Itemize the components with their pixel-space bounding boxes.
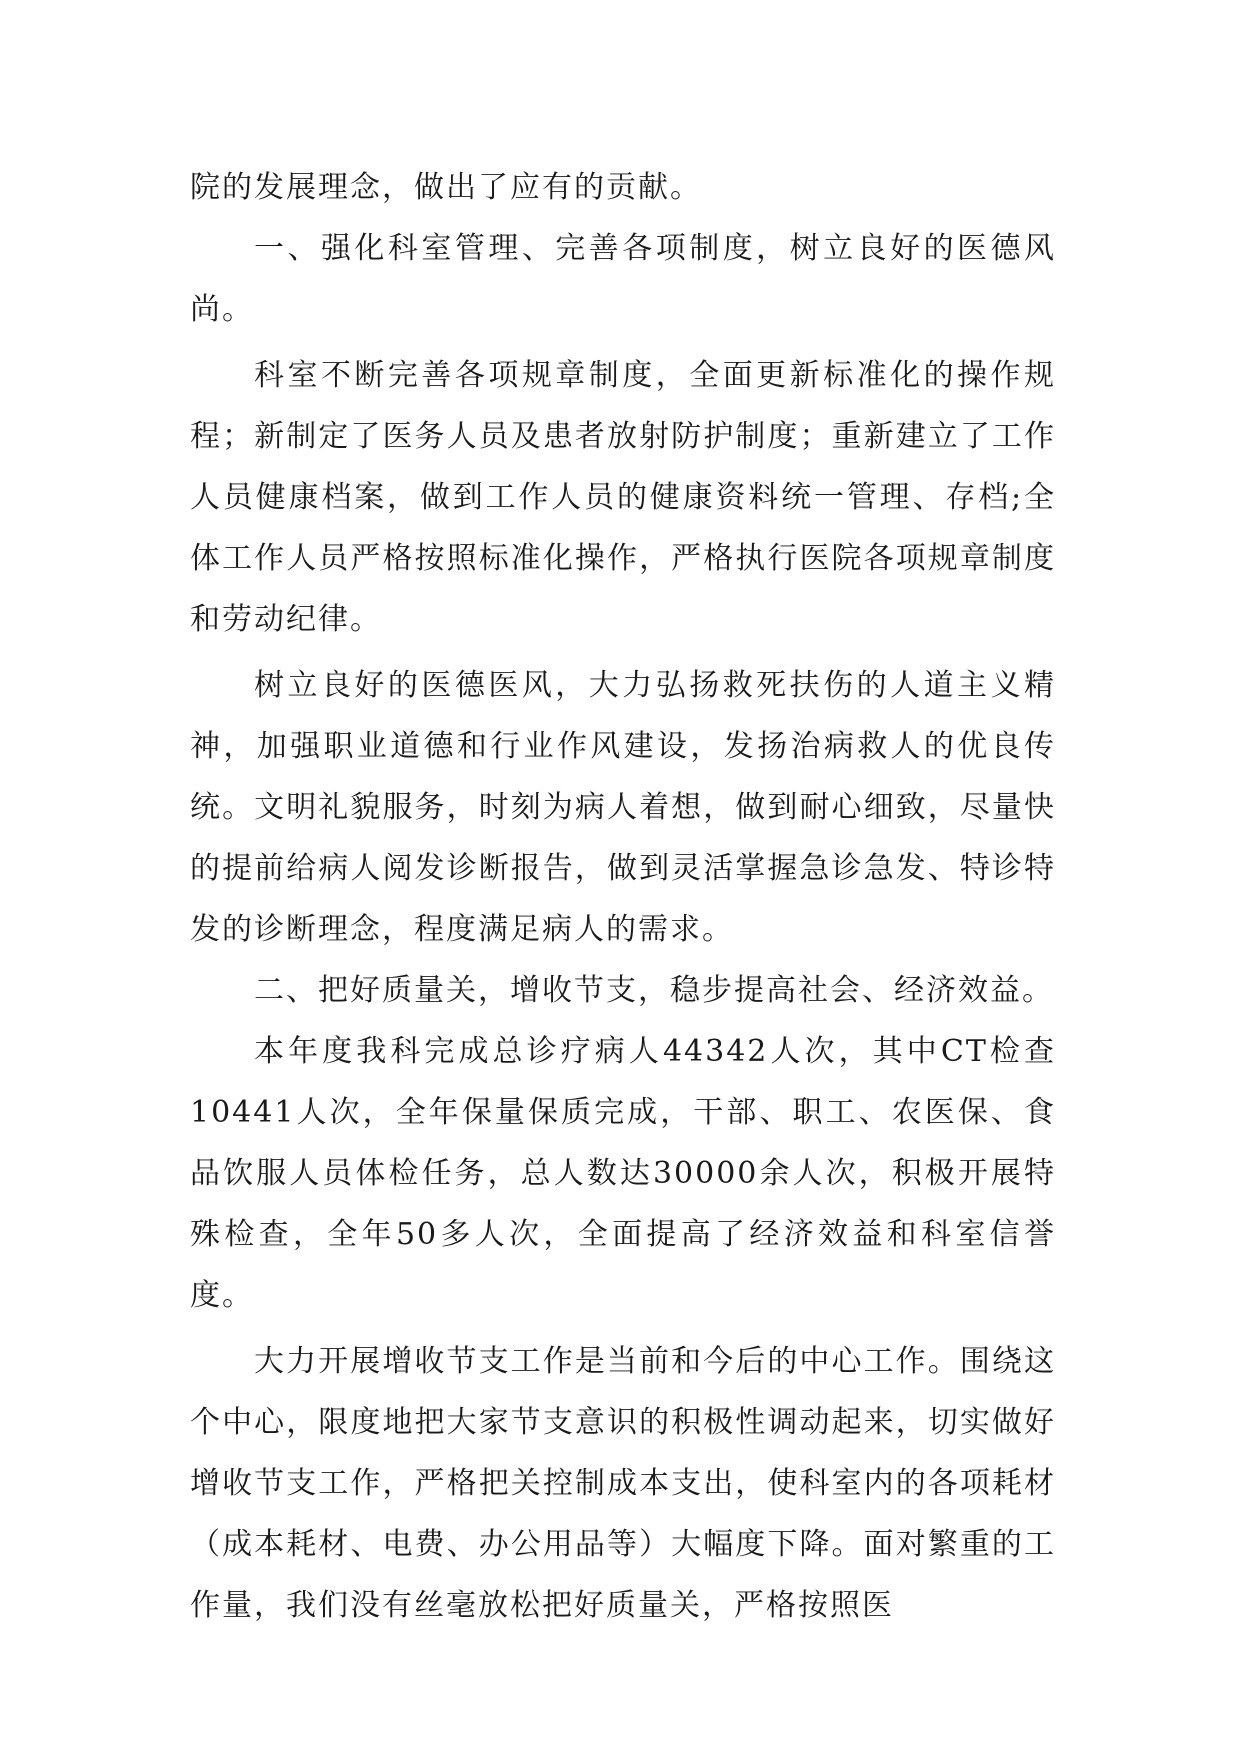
paragraph-medical-ethics: 树立良好的医德医风，大力弘扬救死扶伤的人道主义精神，加强职业道德和行业作风建设，发扬治病救人的优良传统。文明礼貌服务，时刻为病人着想，做到耐心细致，尽量快的提前给病人阅发诊断报告，做到灵活掌握急诊急发、特诊特发的诊断理念，程度满足病人的需求。 (190, 668, 1056, 947)
paragraph-continuation: 院的发展理念，做出了应有的贡献。 (190, 170, 702, 205)
document-body (190, 157, 1056, 1636)
paragraph-regulations: 科室不断完善各项规章制度，全面更新标准化的操作规程；新制定了医务人员及患者放射防护制度；重新建立了工作人员健康档案，做到工作人员的健康资料统一管理、存档;全体工作人员严格按照标准化操作，严格执行医院各项规章制度和劳动纪律。 (190, 358, 1056, 637)
section-heading-1: 一、强化科室管理、完善各项制度，树立良好的医德风尚。 (190, 231, 1056, 327)
section-heading-2: 二、把好质量关，增收节支，稳步提高社会、经济效益。 (254, 973, 1054, 1008)
paragraph-annual-statistics: 本年度我科完成总诊疗病人44342人次，其中CT检查10441人次，全年保量保质完成，干部、职工、农医保、食品饮服人员体检任务，总人数达30000余人次，积极开展特殊检查，全年50多人次，全面提高了经济效益和科室信誉度。 (190, 1034, 1056, 1313)
paragraph-cost-saving: 大力开展增收节支工作是当前和今后的中心工作。围绕这个中心，限度地把大家节支意识的积极性调动起来，切实做好增收节支工作，严格把关控制成本支出，使科室内的各项耗材（成本耗材、电费、办公用品等）大幅度下降。面对繁重的工作量，我们没有丝毫放松把好质量关，严格按照医 (190, 1344, 1056, 1623)
